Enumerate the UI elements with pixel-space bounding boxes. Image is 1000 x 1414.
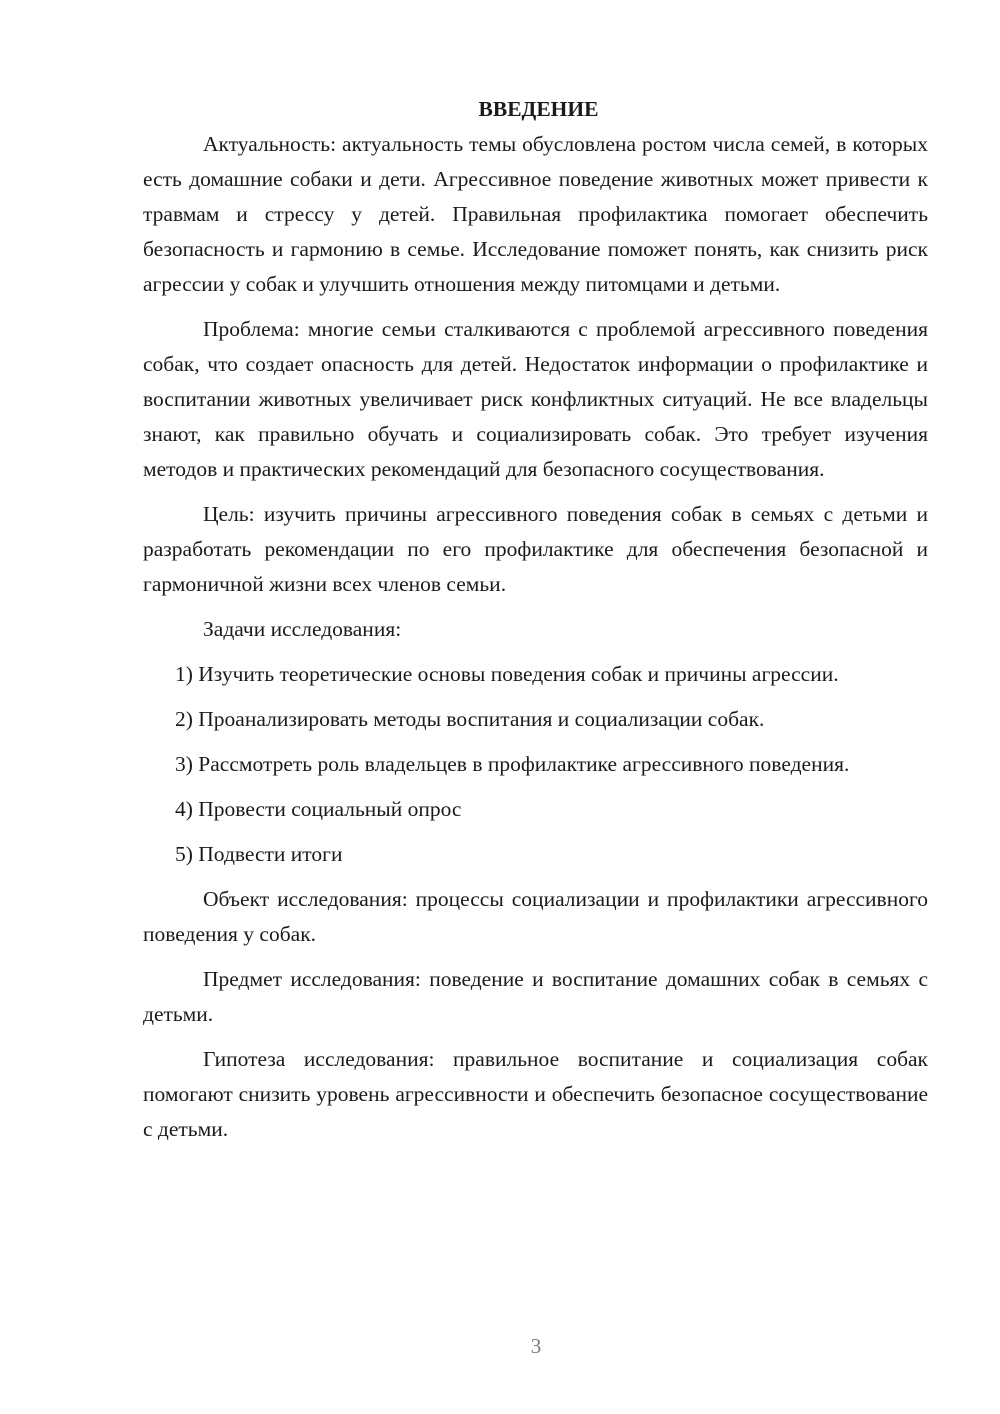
task-item-2: 2) Проанализировать методы воспитания и социализации собак. [175,707,765,731]
problem-paragraph: Проблема: многие семьи сталкиваются с проблемой агрессивного поведения собак, что создает опасность для детей. Недостаток информации о профилактике и воспитании животных увеличивает риск конфликтных ситуаций. Не все владельцы знают, как правильно обучать и социализировать собак. Это требует изучения методов и практических рекомендаций для безопасного сосуществования. [143,317,928,481]
subject-paragraph: Предмет исследования: поведение и воспитание домашних собак в семьях с детьми. [143,967,928,1026]
task-item-3: 3) Рассмотреть роль владельцев в профилактике агрессивного поведения. [175,752,850,776]
tasks-title: Задачи исследования: [203,617,402,641]
hypothesis-paragraph: Гипотеза исследования: правильное воспитание и социализация собак помогают снизить уровень агрессивности и обеспечить безопасное сосуществование с детьми. [143,1047,928,1141]
page-number: 3 [530,1334,542,1358]
object-paragraph: Объект исследования: процессы социализации и профилактики агрессивного поведения у собак. [143,887,928,946]
task-item-1: 1) Изучить теоретические основы поведения собак и причины агрессии. [175,662,839,686]
section-heading: ВВЕДЕНИЕ [478,97,599,121]
relevance-paragraph: Актуальность: актуальность темы обусловлена ростом числа семей, в которых есть домашние собаки и дети. Агрессивное поведение животных может привести к травмам и стрессу у детей. Правильная профилактика помогает обеспечить безопасность и гармонию в семье. Исследование поможет понять, как снизить риск агрессии у собак и улучшить отношения между питомцами и детьми. [143,132,928,296]
document-page [143,92,928,1147]
task-item-5: 5) Подвести итоги [175,842,343,866]
task-item-4: 4) Провести социальный опрос [175,797,462,821]
goal-paragraph: Цель: изучить причины агрессивного поведения собак в семьях с детьми и разработать рекомендации по его профилактике для обеспечения безопасной и гармоничной жизни всех членов семьи. [143,502,928,596]
